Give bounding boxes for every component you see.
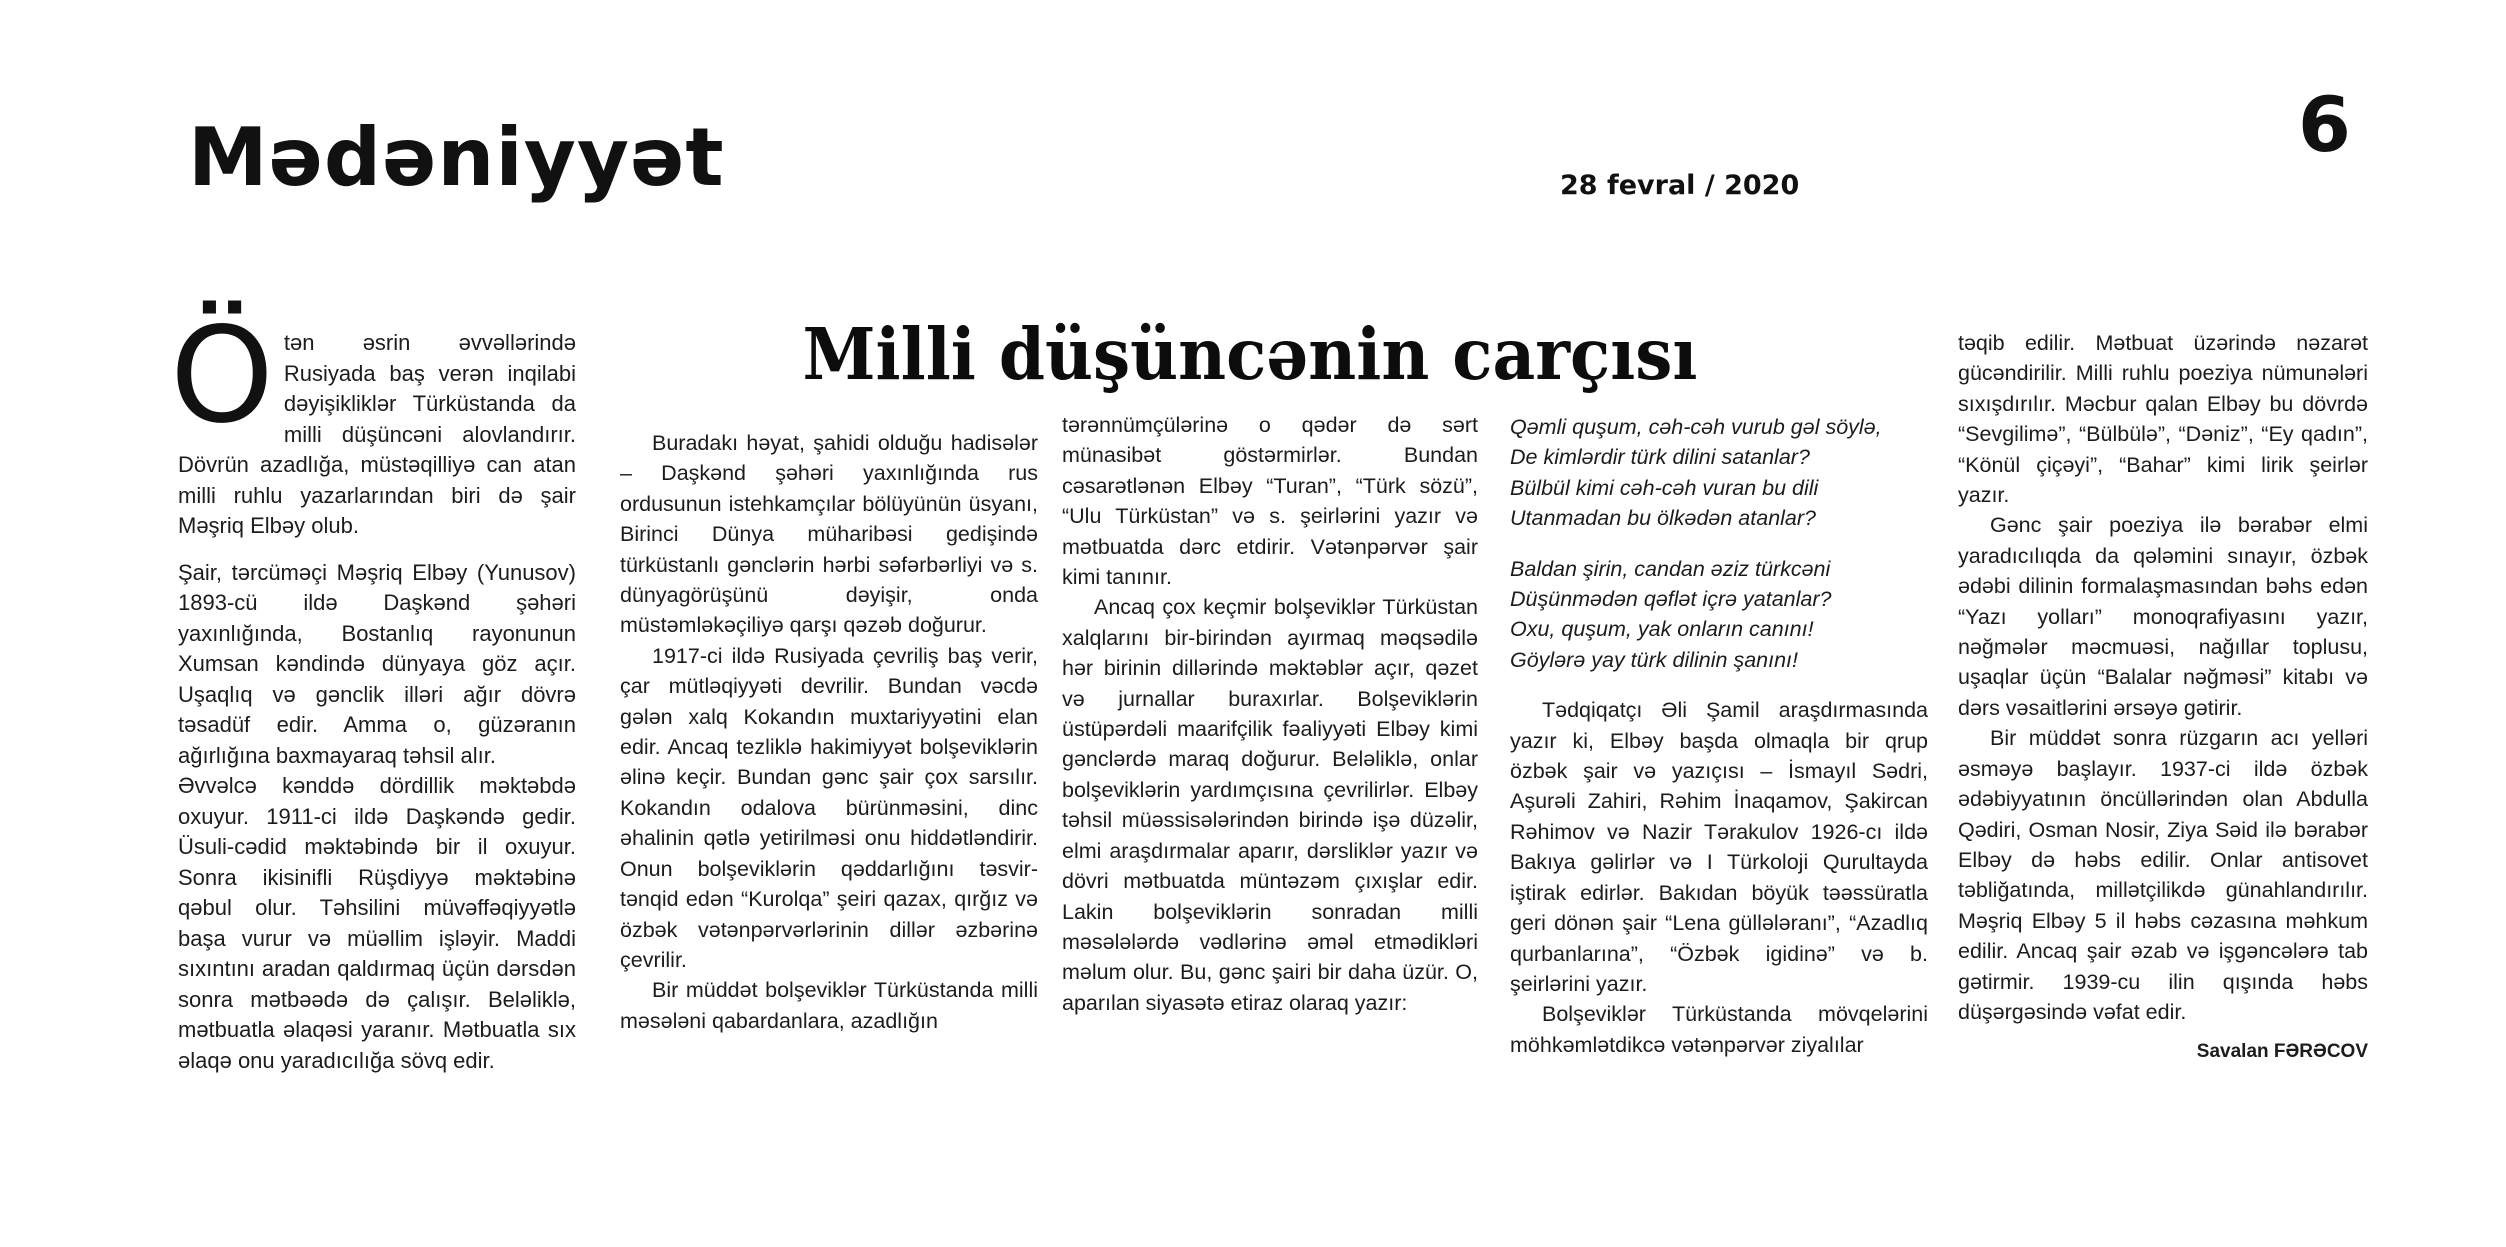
- paragraph: Əvvəlcə kənddə dördillik məktəbdə oxuyur. 1911-ci ildə Daşkəndə gedir. Üsuli-cədid məktəbində bir il oxuyur. Sonra ikisinifli Rüşdiyyə məktəbinə qəbul olur. Təhsilini müvəffəqiyyətlə başa vurur və müəllim işləyir. Maddi sıxıntını aradan qaldırmaq üçün dərsdən sonra mətbəədə də çalışır. Beləliklə, mətbuatla əlaqəsi yaranır. Mətbuatla sıx əlaqə onu yaradıcılığa sövq edir.: [178, 773, 576, 1073]
- poem-line: Baldan şirin, candan əziz türkcəni: [1510, 556, 1831, 581]
- article-column-3: [1062, 410, 1478, 1018]
- poem-line: Göylərə yay türk dilinin şanını!: [1510, 647, 1798, 672]
- article-column-2: [620, 428, 1038, 1036]
- issue-date: 28 fevral / 2020: [1560, 170, 1800, 201]
- page-number: 6: [2298, 80, 2351, 169]
- paragraph: 1917-ci ildə Rusiyada çevriliş baş verir, çar mütləqiyyəti devrilir. Bundan vəcdə gələn xalq Kokandın muxtariyyətini elan edir. Ancaq tezliklə hakimiyyət bolşeviklərin əlinə keçir. Bundan gənc şair çox sarsılır. Kokandın odalova bürünməsini, dinc əhalinin qətlə yetirilməsi onu hiddətləndirir. Onun bolşeviklərin qəddarlığını təsvir-tənqid edən “Kurolqa” şeiri qazax, qırğız və özbək vətənpərvərlərinin dillər əzbərinə çevrilir.: [620, 643, 1038, 972]
- paragraph: Buradakı həyat, şahidi olduğu hadisələr – Daşkənd şəhəri yaxınlığında rus ordusunun istehkamçılar bölüyünün üsyanı, Birinci Dünya müharibəsi gedişində türküstanlı gənclərin hərbi səfərbərliyi və s. dünyagörüşünü dəyişir, onda müstəmləkəçiliyə qarşı qəzəb doğurur.: [620, 431, 1038, 638]
- paragraph: təqib edilir. Mətbuat üzərində nəzarət gücəndirilir. Milli ruhlu poeziya nümunələri sıxışdırılır. Məcbur qalan Elbəy bu dövrdə “Sevgilimə”, “Bülbülə”, “Dəniz”, “Ey qadın”, “Könül çiçəyi”, “Bahar” kimi lirik şeirlər yazır.: [1958, 331, 2368, 508]
- poem-line: Bülbül kimi cəh-cəh vuran bu dili: [1510, 475, 1819, 500]
- article-headline: Milli düşüncənin carçısı: [802, 311, 1698, 397]
- paragraph: tərənnümçülərinə o qədər də sərt münasibət göstərmirlər. Bundan cəsarətlənən Elbəy “Turan”, “Türk sözü”, “Ulu Türküstan” və s. şeirlərini yazır və mətbuatda dərc etdirir. Vətənpərvər şair kimi tanınır.: [1062, 413, 1478, 590]
- article-column-5: [1958, 328, 2368, 1068]
- section-title: Mədəniyyət: [188, 111, 725, 204]
- paragraph: Şair, tərcüməçi Məşriq Elbəy (Yunusov) 1893-cü ildə Daşkənd şəhəri yaxınlığında, Bostanlıq rayonunun Xumsan kəndində dünyaya göz açır. Uşaqlıq və gənclik illəri ağır dövrə təsadüf edir. Amma o, güzəranın ağırlığına baxmayaraq təhsil alır.: [178, 559, 576, 768]
- paragraph: Bir müddət sonra rüzgarın acı yelləri əsməyə başlayır. 1937-ci ildə özbək ədəbiyyatının öncüllərindən olan Abdulla Qədiri, Osman Nosir, Ziya Səid ilə bərabər Elbəy də həbs edilir. Onlar antisovet təbliğatında, millətçilikdə günahlandırılır. Məşriq Elbəy 5 il həbs cəzasına məhkum edilir. Ancaq şair əzab və işgəncələrə tab gətirmir. 1939-cu ilin qışında həbs düşərgəsində vəfat edir.: [1958, 726, 2368, 1024]
- drop-cap: Ö: [170, 299, 274, 453]
- poem-stanza-1: [1510, 412, 1928, 534]
- poem-line: Qəmli quşum, cəh-cəh vurub gəl söylə,: [1510, 415, 1882, 439]
- poem: [1510, 412, 1928, 675]
- poem-stanza-2: [1510, 554, 1928, 676]
- article-column-4: [1510, 412, 1928, 1060]
- article-column-1: [170, 299, 576, 1076]
- paragraph: Ancaq çox keçmir bolşeviklər Türküstan xalqlarını bir-birindən ayırmaq məqsədilə hər birinin dillərində məktəblər açır, qəzet və jurnallar buraxırlar. Bolşeviklərin üstüpərdəli maarifçilik fəaliyyəti Elbəy kimi gənclərdə maraq doğurur. Beləliklə, onlar bolşeviklərin yardımçısına çevrilirlər. Elbəy təhsil müəssisələrindən birində işə düzəlir, elmi araşdırmalar aparır, dərsliklər yazır və dövri mətbuatda müntəzəm çıxışlar edir. Lakin bolşeviklərin sonradan milli məsələlərdə vədlərinə əməl etmədikləri məlum olur. Bu, gənc şairi bir daha üzür. O, aparılan siyasətə etiraz olaraq yazır:: [1062, 595, 1478, 1015]
- paragraph: Gənc şair poeziya ilə bərabər elmi yaradıcılıqda da qələmini sınayır, özbək ədəbi dilinin formalaşmasından bəhs edən “Yazı yolları” monoqrafiyasını yazır, nəğmələr məcmuəsi, nağıllar toplusu, uşaqlar üçün “Balalar nəğməsi” kitabı və dərs vəsaitlərini ərsəyə gətirir.: [1958, 513, 2368, 720]
- paragraph: Bolşeviklər Türküstanda mövqelərini möhkəmlətdikcə vətənpərvər ziyalılar: [1510, 1002, 1928, 1057]
- poem-line: Utanmadan bu ölkədən atanlar?: [1510, 506, 1816, 531]
- author-byline: Savalan FƏRƏCOV: [2196, 1041, 2368, 1063]
- paragraph: Bir müddət bolşeviklər Türküstanda milli məsələni qabardanlara, azadlığın: [620, 978, 1038, 1033]
- poem-line: Oxu, quşum, yak onların canını!: [1510, 617, 1814, 642]
- poem-line: Düşünmədən qəflət içrə yatanlar?: [1510, 587, 1832, 612]
- paragraph: Tədqiqatçı Əli Şamil araşdırmasında yazır ki, Elbəy başda olmaqla bir qrup özbək şair və yazıçısı – İsmayıl Sədri, Aşurəli Zahiri, Rəhim İnaqamov, Şakircan Rəhimov və Nazir Tərakulov 1926-cı ildə Bakıya gəlirlər və I Türkoloji Qurultayda iştirak edirlər. Bakıdan böyük təəssüratla geri dönən şair “Lena güllələranı”, “Azadlıq qurbanlarına”, “Özbək igidinə” və b. şeirlərini yazır.: [1510, 698, 1928, 996]
- lead-paragraph: tən əsrin əvvəllərində Rusiyada baş verən inqilabi dəyişikliklər Türküstanda da milli düşüncəni alovlandırır. Dövrün azadlığa, müstəqilliyə can atan milli ruhlu yazarlarından biri də şair Məşriq Elbəy olub.: [178, 330, 576, 538]
- poem-line: De kimlərdir türk dilini satanlar?: [1510, 445, 1810, 470]
